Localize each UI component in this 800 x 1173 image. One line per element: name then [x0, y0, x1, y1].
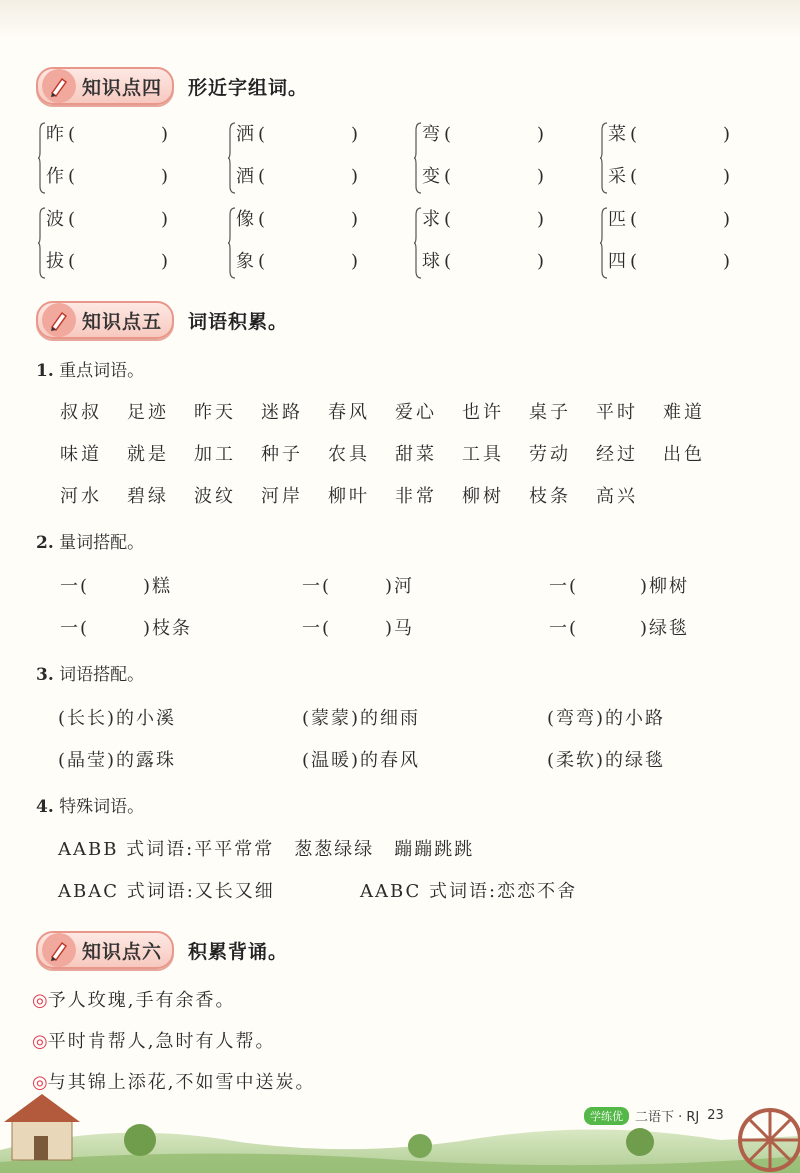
special-words-aabb: AABB 式词语:平平常常 葱葱绿绿 蹦蹦跳跳: [58, 839, 475, 860]
char: 波: [46, 209, 64, 230]
char: 酒: [236, 166, 254, 187]
pencil-hand-icon: [42, 69, 76, 103]
measure-suffix: )绿毯: [640, 618, 690, 639]
paren: (: [258, 251, 266, 272]
key-word: 河水: [60, 486, 102, 507]
char: 作: [46, 166, 64, 187]
measure-item: [549, 572, 689, 598]
page-number: 23: [707, 1108, 724, 1123]
paren: ): [161, 166, 169, 187]
recitation-line: [32, 1027, 275, 1053]
waterwheel-icon: [740, 1110, 800, 1170]
char-line: [46, 247, 168, 273]
recitation-text: 予人玫瑰,手有余香。: [47, 990, 236, 1011]
char-group: [38, 203, 188, 287]
paren: (: [68, 124, 76, 145]
special-words-abac: ABAC 式词语:又长又细: [58, 881, 275, 902]
key-word: 碧绿: [127, 486, 169, 507]
key-word: 甜菜: [395, 444, 437, 465]
measure-prefix: 一(: [60, 576, 90, 597]
paren: ): [723, 124, 731, 145]
section-header-6: [36, 930, 288, 970]
section-badge: [36, 301, 174, 339]
char: 拔: [46, 251, 64, 272]
key-word: 足迹: [127, 402, 169, 423]
char: 菜: [608, 124, 626, 145]
key-word: 叔叔: [60, 402, 102, 423]
subsection-title: 量词搭配。: [59, 533, 145, 553]
footer-scenery: [0, 1080, 800, 1173]
char-line: [608, 120, 730, 146]
key-word: 加工: [194, 444, 236, 465]
char: 变: [422, 166, 440, 187]
subsection-heading: [36, 528, 144, 553]
circle-bullet-icon: ◎: [32, 1072, 48, 1093]
key-word: 昨天: [194, 402, 236, 423]
house-icon: [4, 1094, 80, 1160]
key-word: 迷路: [261, 402, 303, 423]
key-word: 平时: [596, 402, 638, 423]
section-badge: [36, 931, 174, 969]
paren: (: [444, 251, 452, 272]
recitation-text: 平时肯帮人,急时有人帮。: [47, 1031, 276, 1052]
key-word: 工具: [462, 444, 504, 465]
paren: ): [537, 209, 545, 230]
brace-icon: [38, 122, 46, 194]
char: 采: [608, 166, 626, 187]
key-word: 非常: [395, 486, 437, 507]
section-label: 知识点五: [82, 310, 163, 333]
subsection-number: 2.: [36, 533, 54, 553]
measure-suffix: )河: [385, 576, 415, 597]
paren: (: [68, 166, 76, 187]
section-title: 积累背诵。: [188, 940, 289, 963]
measure-prefix: 一(: [549, 618, 579, 639]
key-word: 劳动: [529, 444, 571, 465]
brand-badge: 学练优: [584, 1107, 629, 1125]
key-word: 出色: [663, 444, 705, 465]
section-header-4: [36, 66, 308, 106]
measure-suffix: )马: [385, 618, 415, 639]
recitation-line: [32, 986, 235, 1012]
paren: ): [723, 251, 731, 272]
section-title: 形近字组词。: [188, 76, 309, 99]
subsection-title: 词语搭配。: [59, 665, 145, 685]
measure-prefix: 一(: [302, 576, 332, 597]
char: 弯: [422, 124, 440, 145]
paren: (: [258, 209, 266, 230]
char: 昨: [46, 124, 64, 145]
key-word: 高兴: [596, 486, 638, 507]
paren: ): [537, 251, 545, 272]
char-line: [608, 162, 730, 188]
measure-item: [60, 572, 172, 598]
brace-icon: [38, 207, 46, 279]
paren: ): [351, 166, 359, 187]
key-word: 河岸: [261, 486, 303, 507]
paren: (: [68, 251, 76, 272]
measure-prefix: 一(: [302, 618, 332, 639]
paren: (: [630, 209, 638, 230]
char: 四: [608, 251, 626, 272]
paren: (: [444, 166, 452, 187]
char-group: [38, 118, 188, 202]
subsection-number: 1.: [36, 361, 54, 381]
section-label: 知识点四: [82, 76, 163, 99]
paren: (: [630, 124, 638, 145]
section-label: 知识点六: [82, 940, 163, 963]
char: 求: [422, 209, 440, 230]
key-word: 爱心: [395, 402, 437, 423]
key-word: 农具: [328, 444, 370, 465]
paren: ): [537, 124, 545, 145]
paren: (: [630, 166, 638, 187]
section-badge: [36, 67, 174, 105]
collocation: (晶莹)的露珠: [58, 750, 177, 771]
brace-icon: [414, 122, 422, 194]
char-line: [46, 120, 168, 146]
special-words-aabc: AABC 式词语:恋恋不舍: [360, 881, 578, 902]
paren: ): [161, 209, 169, 230]
char-line: [46, 205, 168, 231]
key-word: 枝条: [529, 486, 571, 507]
paren: (: [258, 166, 266, 187]
measure-item: [302, 572, 414, 598]
collocation: (温暖)的春风: [302, 750, 421, 771]
subsection-title: 重点词语。: [59, 361, 145, 381]
brace-icon: [228, 207, 236, 279]
char-line: [236, 162, 358, 188]
collocation: (柔软)的绿毯: [547, 750, 666, 771]
measure-prefix: 一(: [60, 618, 90, 639]
char-group: [228, 118, 378, 202]
paren: (: [68, 209, 76, 230]
char-line: [236, 205, 358, 231]
recitation-text: 与其锦上添花,不如雪中送炭。: [47, 1072, 316, 1093]
brace-icon: [600, 207, 608, 279]
key-word: 柳树: [462, 486, 504, 507]
char: 像: [236, 209, 254, 230]
collocation: (蒙蒙)的细雨: [302, 708, 421, 729]
measure-suffix: )柳树: [640, 576, 690, 597]
key-word: 波纹: [194, 486, 236, 507]
char-line: [236, 120, 358, 146]
key-word: 经过: [596, 444, 638, 465]
char-group: [600, 118, 750, 202]
key-word: 桌子: [529, 402, 571, 423]
subsection-number: 4.: [36, 797, 54, 817]
paren: ): [161, 124, 169, 145]
collocation: (弯弯)的小路: [547, 708, 666, 729]
char: 象: [236, 251, 254, 272]
paren: ): [723, 166, 731, 187]
top-band: [0, 0, 800, 40]
key-word: 就是: [127, 444, 169, 465]
key-word: 种子: [261, 444, 303, 465]
char-line: [422, 120, 544, 146]
char: 洒: [236, 124, 254, 145]
measure-suffix: )枝条: [143, 618, 193, 639]
paren: (: [444, 209, 452, 230]
key-word: 难道: [663, 402, 705, 423]
brace-icon: [228, 122, 236, 194]
char-group: [414, 118, 564, 202]
char-line: [236, 247, 358, 273]
char: 球: [422, 251, 440, 272]
subsection-number: 3.: [36, 665, 54, 685]
paren: ): [351, 209, 359, 230]
measure-item: [60, 614, 192, 640]
circle-bullet-icon: ◎: [32, 990, 48, 1011]
brace-icon: [414, 207, 422, 279]
char-group: [414, 203, 564, 287]
subsection-heading: [36, 356, 144, 381]
char-line: [422, 247, 544, 273]
subsection-heading: [36, 660, 144, 685]
char: 匹: [608, 209, 626, 230]
paren: ): [161, 251, 169, 272]
paren: (: [444, 124, 452, 145]
char-group: [228, 203, 378, 287]
key-word: 柳叶: [328, 486, 370, 507]
paren: ): [537, 166, 545, 187]
paren: ): [351, 251, 359, 272]
key-word: 春风: [328, 402, 370, 423]
measure-item: [302, 614, 414, 640]
book-label: 二语下 · RJ: [635, 1110, 700, 1125]
key-word: 也许: [462, 402, 504, 423]
pencil-hand-icon: [42, 303, 76, 337]
char-line: [608, 247, 730, 273]
paren: (: [630, 251, 638, 272]
pencil-hand-icon: [42, 933, 76, 967]
char-line: [422, 205, 544, 231]
page-footer: [584, 1106, 724, 1125]
section-header-5: [36, 300, 288, 340]
measure-item: [549, 614, 689, 640]
subsection-title: 特殊词语。: [59, 797, 145, 817]
char-line: [46, 162, 168, 188]
measure-suffix: )糕: [143, 576, 173, 597]
char-line: [608, 205, 730, 231]
paren: ): [723, 209, 731, 230]
char-line: [422, 162, 544, 188]
char-group: [600, 203, 750, 287]
paren: (: [258, 124, 266, 145]
paren: ): [351, 124, 359, 145]
brace-icon: [600, 122, 608, 194]
key-word: 味道: [60, 444, 102, 465]
measure-prefix: 一(: [549, 576, 579, 597]
section-title: 词语积累。: [188, 310, 289, 333]
subsection-heading: [36, 792, 144, 817]
circle-bullet-icon: ◎: [32, 1031, 48, 1052]
collocation: (长长)的小溪: [58, 708, 177, 729]
